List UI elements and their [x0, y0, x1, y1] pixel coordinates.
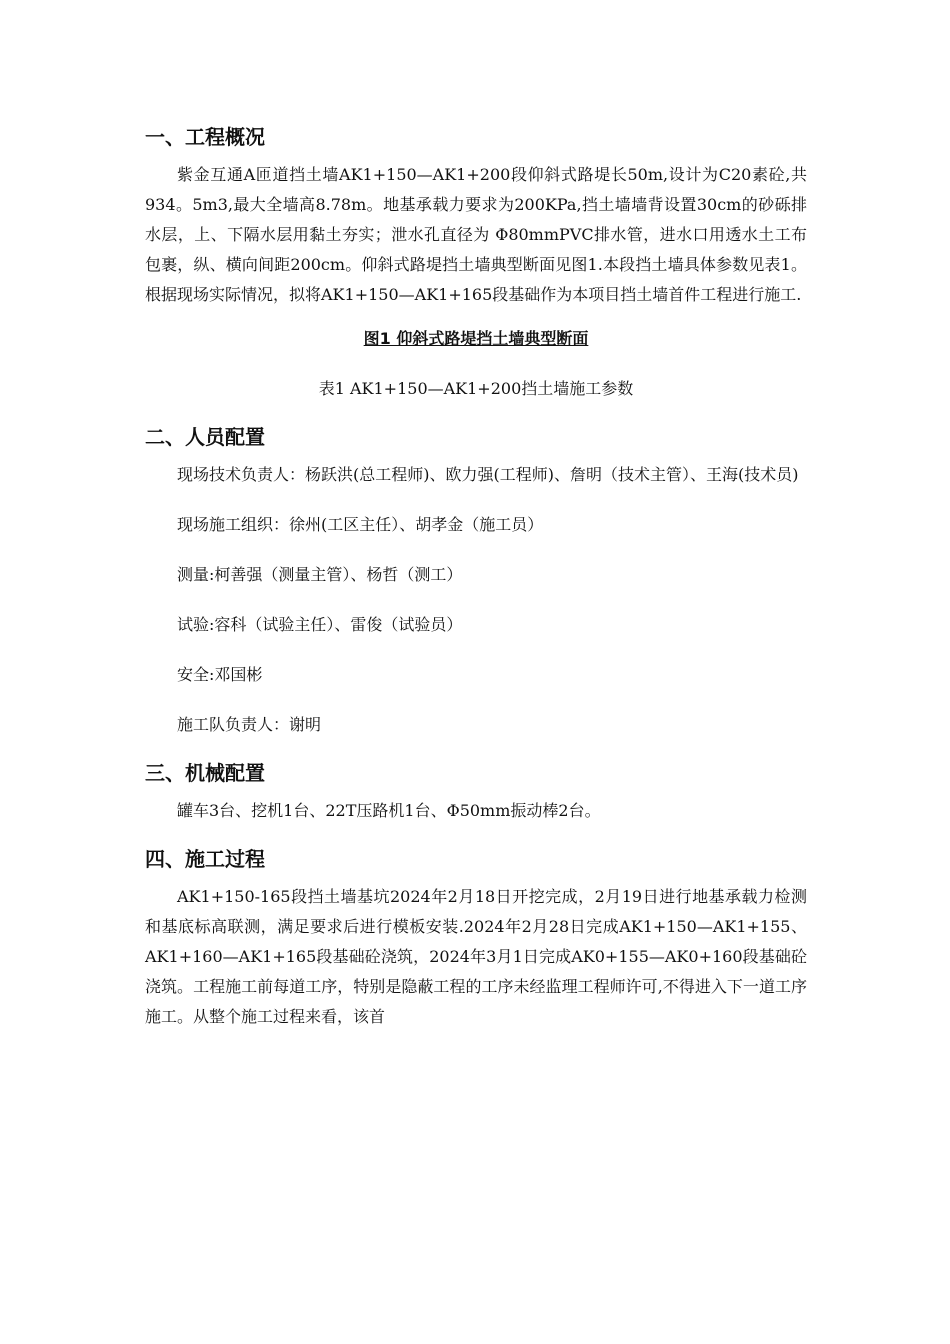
section-heading-process: 四、施工过程	[145, 847, 265, 871]
personnel-item-site-organization: 现场施工组织：徐州(工区主任）、胡孝金（施工员）	[177, 515, 544, 534]
personnel-item-safety: 安全:邓国彬	[177, 665, 263, 684]
figure-caption: 图1 仰斜式路堤挡土墙典型断面	[363, 329, 589, 348]
table-caption: 表1 AK1+150—AK1+200挡土墙施工参数	[318, 379, 634, 398]
section-personnel	[145, 418, 807, 740]
personnel-item-survey: 测量:柯善强（测量主管）、杨哲（测工）	[177, 565, 463, 584]
document-page	[145, 118, 807, 1032]
personnel-item-tech-lead: 现场技术负责人：杨跃洪(总工程师)、欧力强(工程师)、詹明（技术主管）、王海(技术员)	[177, 465, 799, 484]
section-machinery	[145, 754, 807, 826]
section-heading-overview: 一、工程概况	[145, 125, 265, 149]
section-heading-machinery: 三、机械配置	[145, 761, 265, 785]
section-process	[145, 840, 807, 1032]
personnel-item-team-lead: 施工队负责人：谢明	[177, 715, 322, 734]
section-heading-personnel: 二、人员配置	[145, 425, 265, 449]
machinery-paragraph: 罐车3台、挖机1台、22T压路机1台、Φ50mm振动棒2台。	[177, 801, 601, 820]
overview-paragraph: 紫金互通A匝道挡土墙AK1+150—AK1+200段仰斜式路堤长50m,设计为C20素砼,共934。5m3,最大全墙高8.78m。地基承载力要求为200KPa,挡土墙墙背设置30cm的砂砾排水层，上、下隔水层用黏土夯实；泄水孔直径为 Φ80mmPVC排水管，进水口用透水土工布包裹，纵、横向间距200cm。仰斜式路堤挡土墙典型断面见图1.本段挡土墙具体参数见表1。根据现场实际情况，拟将AK1+150—AK1+165段基础作为本项目挡土墙首件工程进行施工.	[145, 165, 807, 304]
process-paragraph: AK1+150-165段挡土墙基坑2024年2月18日开挖完成，2月19日进行地基承载力检测和基底标高联测，满足要求后进行模板安装.2024年2月28日完成AK1+150—AK1+155、AK1+160—AK1+165段基础砼浇筑，2024年3月1日完成AK0+155—AK0+160段基础砼浇筑。工程施工前每道工序，特别是隐蔽工程的工序未经监理工程师许可,不得进入下一道工序施工。从整个施工过程来看，该首	[145, 887, 807, 1026]
personnel-item-testing: 试验:容科（试验主任）、雷俊（试验员）	[177, 615, 463, 634]
